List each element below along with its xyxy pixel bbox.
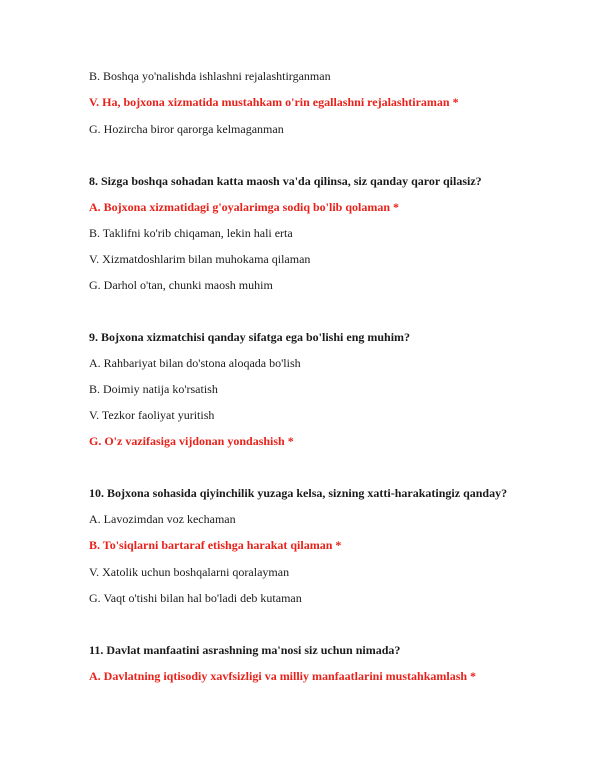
q10-option-g: G. Vaqt o'tishi bilan hal bo'ladi deb kutaman bbox=[89, 591, 302, 605]
q7-option-v-correct: V. Ha, bojxona xizmatida mustahkam o'rin egallashni rejalashtiraman * bbox=[89, 95, 459, 109]
q11-option-a-correct: A. Davlatning iqtisodiy xavfsizligi va milliy manfaatlarini mustahkamlash * bbox=[89, 669, 477, 683]
q11-question: 11. Davlat manfaatini asrashning ma'nosi siz uchun nimada? bbox=[89, 643, 401, 657]
q9-option-b: B. Doimiy natija ko'rsatish bbox=[89, 382, 218, 396]
q9-option-v: V. Tezkor faoliyat yuritish bbox=[89, 408, 215, 422]
q7-option-b: B. Boshqa yo'nalishda ishlashni rejalashtirganman bbox=[89, 69, 331, 83]
q10-question: 10. Bojxona sohasida qiyinchilik yuzaga kelsa, sizning xatti-harakatingiz qanday? bbox=[89, 486, 508, 500]
q10-option-a: A. Lavozimdan voz kechaman bbox=[89, 512, 236, 526]
q9-question: 9. Bojxona xizmatchisi qanday sifatga ega bo'lishi eng muhim? bbox=[89, 330, 411, 344]
q10-option-b-correct: B. To'siqlarni bartaraf etishga harakat qilaman * bbox=[89, 538, 342, 552]
q10-option-v: V. Xatolik uchun boshqalarni qoralayman bbox=[89, 565, 290, 579]
q8-question: 8. Sizga boshqa sohadan katta maosh va'da qilinsa, siz qanday qaror qilasiz? bbox=[89, 174, 482, 188]
q9-option-a: A. Rahbariyat bilan do'stona aloqada bo'lish bbox=[89, 356, 301, 370]
q8-option-b: B. Taklifni ko'rib chiqaman, lekin hali erta bbox=[89, 226, 293, 240]
q8-option-v: V. Xizmatdoshlarim bilan muhokama qilaman bbox=[89, 252, 311, 266]
q9-option-g-correct: G. O'z vazifasiga vijdonan yondashish * bbox=[89, 434, 294, 448]
q8-option-a-correct: A. Bojxona xizmatidagi g'oyalarimga sodiq bo'lib qolaman * bbox=[89, 200, 400, 214]
q7-option-g: G. Hozircha biror qarorga kelmaganman bbox=[89, 122, 284, 136]
q8-option-g: G. Darhol o'tan, chunki maosh muhim bbox=[89, 278, 273, 292]
